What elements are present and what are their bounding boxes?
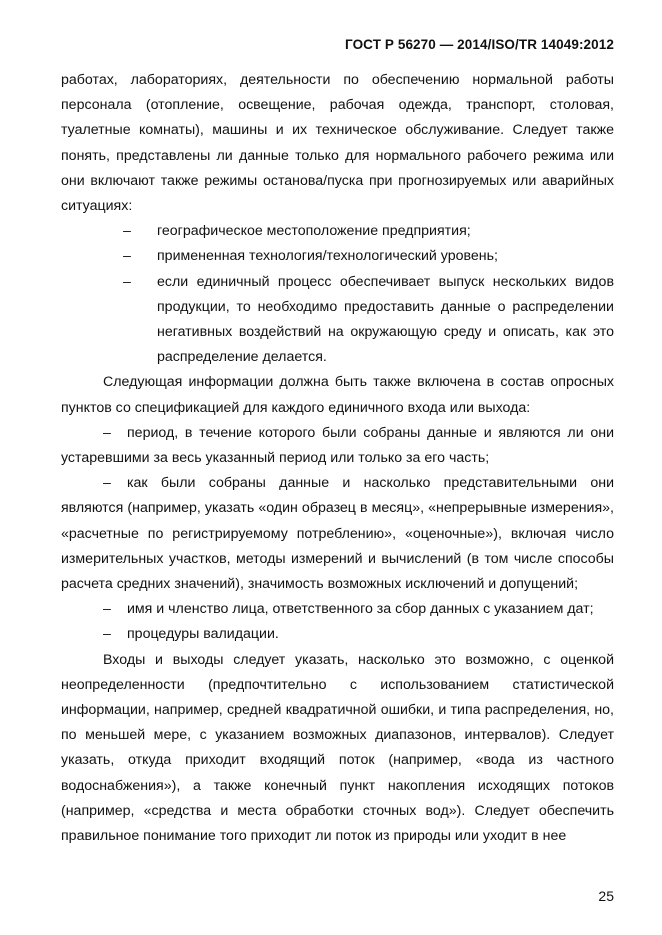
dash-bullet: – (103, 475, 111, 492)
dash-bullet: – (103, 601, 111, 618)
list-item: – примененная технология/технологический уровень; (61, 244, 614, 269)
dash-bullet: – (103, 424, 111, 441)
list-item: – процедуры валидации. (61, 622, 614, 647)
paragraph-inputs-outputs: Входы и выходы следует указать, насколько это возможно, с оценкой неопределенности (предпочтительно с использованием статистической информации, например, средней квадратичной ошибки, и типа распределения, но, по меньшей мере, с указанием возможных диапазонов, интервалов). Следует указать, откуда приходит входящий поток (например, «вода из частного водоснабжения»), а также конечный пункт накопления исходящих потоков (например, «средства и места обработки сточных вод»). Следует обеспечить правильное понимание того приходит ли поток из природы или уходит в нее (61, 651, 614, 845)
list-item: – если единичный процесс обеспечивает выпуск нескольких видов продукции, то необходимо предоставить данные о распределении негативных воздействий на окружающую среду и описать, как это распределение делается. (61, 270, 614, 371)
list-item: – период, в течение которого были собраны данные и являются ли они устаревшими за весь указанный период или только за его часть; (61, 421, 614, 471)
page-body (61, 68, 614, 849)
list-item: – имя и членство лица, ответственного за сбор данных с указанием дат; (61, 597, 614, 622)
paragraph-continuation: работах, лабораториях, деятельности по обеспечению нормальной работы персонала (отопление, освещение, рабочая одежда, транспорт, столовая, туалетные комнаты), машины и их техническое обслуживание. Следует также понять, представлены ли данные только для нормального рабочего режима или они включают также режимы останова/пуска при прогнозируемых или аварийных ситуациях: (61, 72, 614, 215)
dash-bullet: – (123, 273, 131, 290)
list-item: – географическое местоположение предприятия; (61, 219, 614, 244)
bullet-list-process-info (61, 219, 614, 370)
dash-bullet: – (123, 248, 131, 265)
dash-bullet: – (123, 223, 131, 240)
dash-bullet: – (103, 626, 111, 643)
list-item: – как были собраны данные и насколько представительными они являются (например, указать «один образец в месяц», «непрерывные измерения», «расчетные по регистрируемому потреблению», «оценочные»), включая число измерительных участков, методы измерений и вычислений (в том числе способы расчета средних значений), значимость возможных исключений и допущений; (61, 471, 614, 597)
page-number: 25 (598, 888, 614, 904)
paragraph-additional-info: Следующая информации должна быть также включена в состав опросных пунктов со спецификацией для каждого единичного входа или выхода: (61, 374, 614, 416)
document-header: ГОСТ Р 56270 — 2014/ISO/TR 14049:2012 (345, 37, 614, 52)
